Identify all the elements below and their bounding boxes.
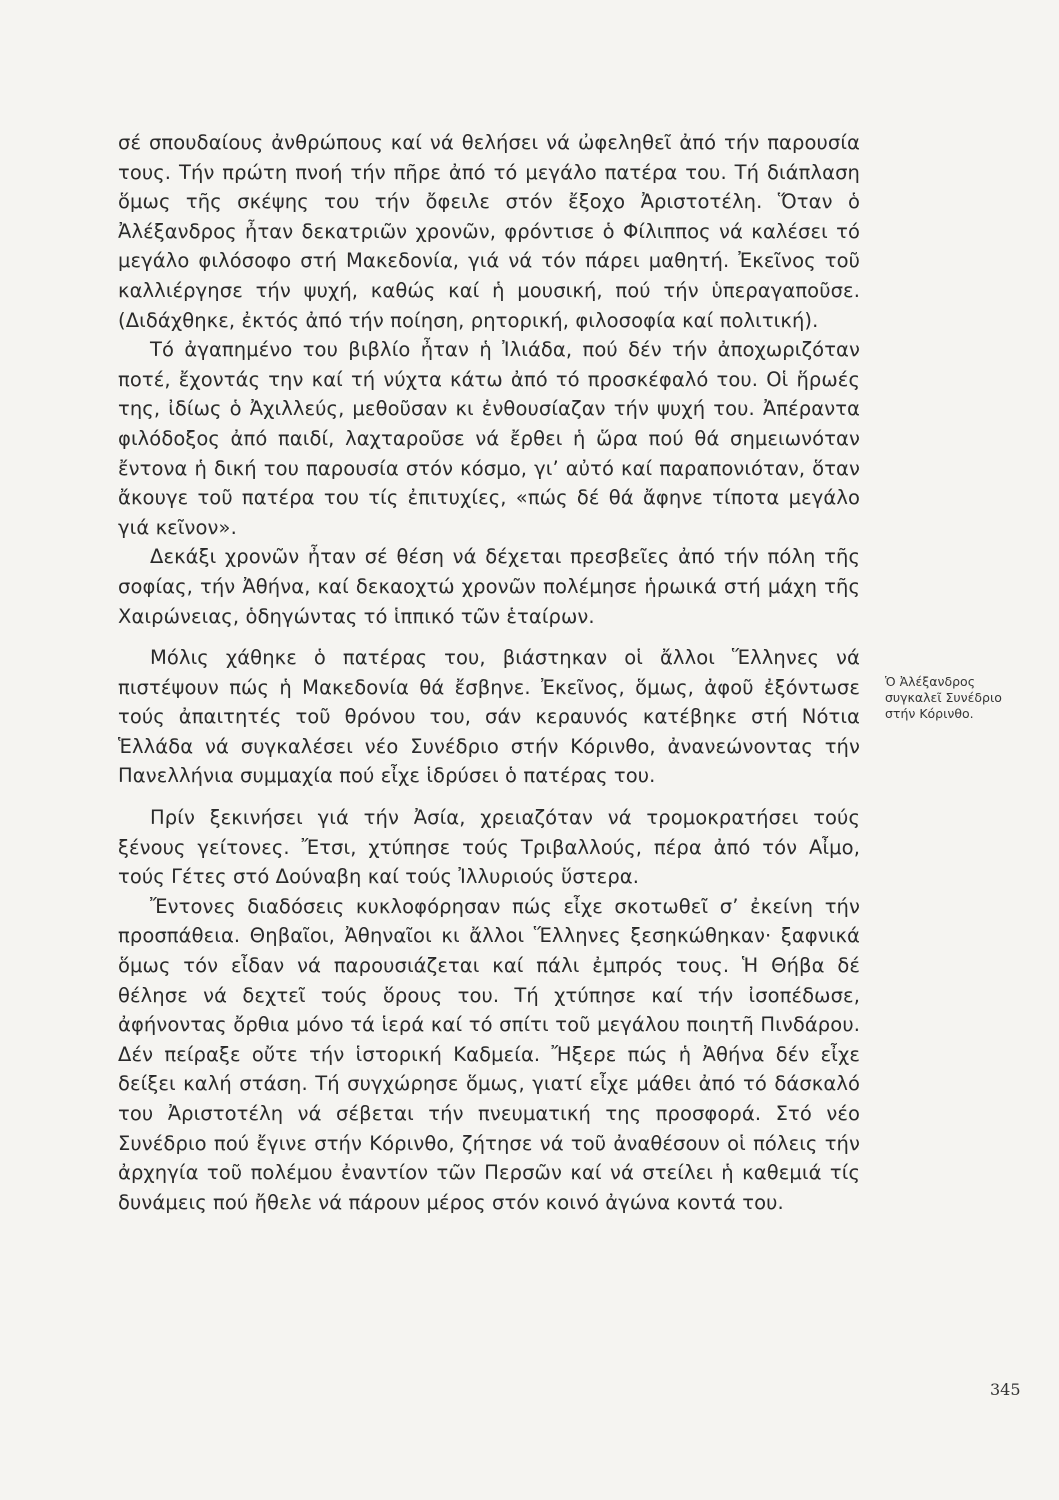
paragraph-3: Δεκάξι χρονῶν ἦταν σέ θέση νά δέχεται πρεσβεῖες ἀπό τήν πόλη τῆς σοφίας, τήν Ἀθήνα, καί δεκαοχτώ χρονῶν πολέμησε ἡρωικά στή μάχη τῆς Χαιρώνειας, ὁδηγώντας τό ἱππικό τῶν ἑταίρων. — [118, 545, 860, 628]
page-number: 345 — [990, 1380, 1021, 1399]
paragraph-4: Μόλις χάθηκε ὁ πατέρας του, βιάστηκαν οἱ ἄλλοι Ἕλληνες νά πιστέψουν πώς ἡ Μακεδονία θά ἔσβηνε. Ἐκεῖνος, ὅμως, ἀφοῦ ἐξόντωσε τούς ἀπαιτητές τοῦ θρόνου του, σάν κεραυνός κατέβηκε στή Νότια Ἑλλάδα νά συγκαλέσει νέο Συνέδριο στήν Κόρινθο, ἀνανεώνοντας τήν Πανελλήνια συμμαχία πού εἶχε ἱδρύσει ὁ πατέρας του. — [118, 646, 860, 788]
paragraph-5: Πρίν ξεκινήσει γιά τήν Ἀσία, χρειαζόταν νά τρομοκρατήσει τούς ξένους γείτονες. Ἔτσι, χτύπησε τούς Τριβαλλούς, πέρα ἀπό τόν Αἶμο, τούς Γέτες στό Δούναβη καί τούς Ἰλλυριούς ὕστερα. — [118, 806, 860, 889]
paragraph-2: Τό ἀγαπημένο του βιβλίο ἦταν ἡ Ἰλιάδα, πού δέν τήν ἀποχωριζόταν ποτέ, ἔχοντάς την καί τή νύχτα κάτω ἀπό τό προσκέφαλό του. Οἱ ἥρωές της, ἰδίως ὁ Ἀχιλλεύς, μεθοῦσαν κι ἐνθουσίαζαν τήν ψυχή του. Ἀπέραντα φιλόδοξος ἀπό παιδί, λαχταροῦσε νά ἔρθει ἡ ὥρα πού θά σημειωνόταν ἔντονα ἡ δική του παρουσία στόν κόσμο, γι’ αὐτό καί παραπονιόταν, ὅταν ἄκουγε τοῦ πατέρα του τίς ἐπιτυχίες, «πώς δέ θά ἄφηνε τίποτα μεγάλο γιά κεῖνον». — [118, 338, 860, 539]
main-text — [118, 128, 860, 1217]
paragraph-1: σέ σπουδαίους ἀνθρώπους καί νά θελήσει νά ὠφεληθεῖ ἀπό τήν παρουσία τους. Τήν πρώτη πνοή τήν πῆρε ἀπό τό μεγάλο πατέρα του. Τή διάπλαση ὅμως τῆς σκέψης του τήν ὄφειλε στόν ἔξοχο Ἀριστοτέλη. Ὅταν ὁ Ἀλέξανδρος ἦταν δεκατριῶν χρονῶν, φρόντισε ὁ Φίλιππος νά καλέσει τό μεγάλο φιλόσοφο στή Μακεδονία, γιά νά τόν πάρει μαθητή. Ἐκεῖνος τοῦ καλλιέργησε τήν ψυχή, καθώς καί ἡ μουσική, πού τήν ὑπεραγαποῦσε. (Διδάχθηκε, ἐκτός ἀπό τήν ποίηση, ρητορική, φιλοσοφία καί πολιτική). — [118, 131, 860, 332]
paragraph-6: Ἔντονες διαδόσεις κυκλοφόρησαν πώς εἶχε σκοτωθεῖ σ’ ἐκείνη τήν προσπάθεια. Θηβαῖοι, Ἀθηναῖοι κι ἄλλοι Ἕλληνες ξεσηκώθηκαν· ξαφνικά ὅμως τόν εἶδαν νά παρουσιάζεται καί πάλι ἐμπρός τους. Ἡ Θήβα δέ θέλησε νά δεχτεῖ τούς ὅρους του. Τή χτύπησε καί τήν ἰσοπέδωσε, ἀφήνοντας ὄρθια μόνο τά ἱερά καί τό σπίτι τοῦ μεγάλου ποιητῆ Πινδάρου. Δέν πείραξε οὔτε τήν ἱστορική Καδμεία. Ἤξερε πώς ἡ Ἀθήνα δέν εἶχε δείξει καλή στάση. Τή συγχώρησε ὅμως, γιατί εἶχε μάθει ἀπό τό δάσκαλό του Ἀριστοτέλη νά σέβεται τήν πνευματική της προσφορά. Στό νέο Συνέδριο πού ἔγινε στήν Κόρινθο, ζήτησε νά τοῦ ἀναθέσουν οἱ πόλεις τήν ἀρχηγία τοῦ πολέμου ἐναντίον τῶν Περσῶν καί νά στείλει ἡ καθεμιά τίς δυνάμεις πού ἤθελε νά πάρουν μέρος στόν κοινό ἀγώνα κοντά του. — [118, 894, 860, 1214]
margin-note: Ὁ Ἀλέξανδρος συγκαλεῖ Συνέδριο στήν Κόρινθο. — [885, 674, 1002, 721]
